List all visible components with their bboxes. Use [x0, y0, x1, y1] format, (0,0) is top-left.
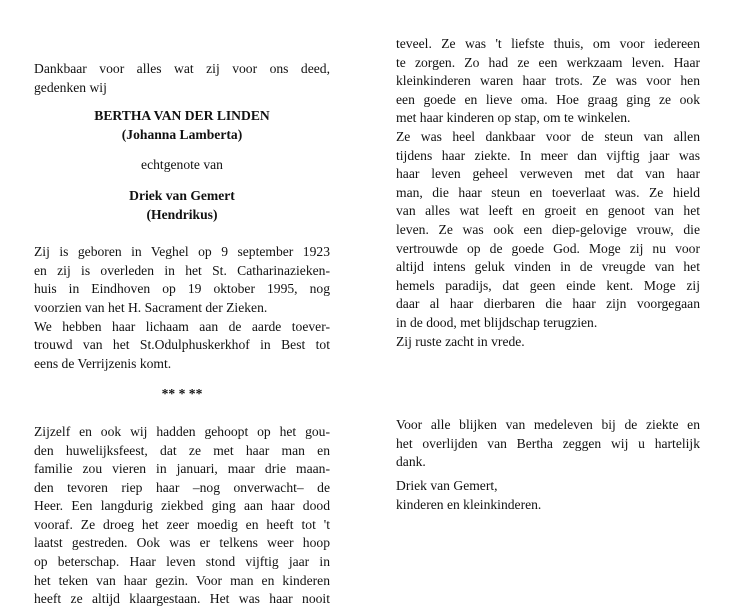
story-line: met haar kinderen op stap, om te winkelen. [396, 110, 631, 126]
right-column [396, 35, 700, 351]
story-line: teveel. Ze was 't liefste thuis, om voor iedereen [396, 36, 700, 51]
story-line: van alles wat leeft en groeit en genoot van het [396, 203, 700, 219]
story-line: altijd intens geluk vinden in de vreugde van het [396, 259, 700, 275]
story-line: man, die haar steun en toeverlaat was. Ze hield [396, 184, 700, 200]
biography [34, 243, 330, 373]
story-line: het teken van haar gezin. Voor man en kinderen [34, 572, 330, 588]
story-line: vooraf. Ze droeg het zeer moedig en heeft tot 't [34, 516, 330, 532]
story-line: een goede en lieve oma. Hoe graag ging ze ook [396, 91, 700, 107]
intro-line: gedenken wij [34, 79, 107, 95]
story-line: leven. Ze was ook een diep-gelovige vrouw, die [396, 221, 700, 237]
separator: ** * ** [161, 386, 203, 402]
bio-line: huis in Eindhoven op 19 oktober 1995, nog [34, 281, 330, 297]
thanks-line: het overlijden van Bertha zeggen wij u hartelijk [396, 435, 700, 451]
story-line: Ze was heel dankbaar voor de steun van allen [396, 128, 700, 144]
story-line: den huwelijksfeest, dat ze met haar man en [34, 442, 330, 458]
spouse-name: Driek van Gemert [129, 187, 235, 203]
story-line: tijdens haar ziekte. In meer dan vijftig jaar was [396, 147, 700, 163]
story-line: vertrouwde op de goede God. Moge zij nu voor [396, 240, 700, 256]
bio-line: We hebben haar lichaam aan de aarde toever- [34, 318, 330, 334]
story-line: kleinkinderen waren haar trots. Ze was voor hen [396, 73, 700, 89]
thanks-line: Voor alle blijken van medeleven bij de ziekte en [396, 417, 700, 432]
signature-line: Driek van Gemert, [396, 478, 498, 493]
deceased-given-names: (Johanna Lamberta) [121, 126, 243, 142]
bio-line: Zij is geboren in Veghel op 9 september 1923 [34, 244, 330, 260]
story-line: daar al haar dierbaren die haar zijn voorgegaan [396, 296, 700, 312]
intro [34, 60, 330, 97]
story-line: hemels paradijs, dat geen einde kent. Moge zij [396, 277, 700, 293]
story-line: Zijzelf en ook wij hadden gehoopt op het gou- [34, 423, 330, 439]
bio-line: eens de Verrijzenis komt. [34, 355, 172, 371]
story-line: te zorgen. Zo had ze een werkzaam leven. Haar [396, 54, 700, 70]
story-line: op beterschap. Haar leven stond vijftig jaar in [34, 554, 330, 570]
story-line: heeft ze altijd klaargestaan. Het was haar nooit [34, 591, 330, 607]
story-part-2 [396, 35, 700, 351]
spouse-given-names: (Hendrikus) [146, 206, 218, 222]
story-line: in de dood, met blijdschap terugzien. [396, 314, 598, 330]
left-column [34, 60, 330, 609]
story-part-1 [34, 423, 330, 609]
story-line: den tevoren riep haar –nog onverwacht– de [34, 479, 330, 495]
signature-block [396, 477, 700, 514]
bio-line: en zij is overleden in het St. Catharinazieken- [34, 262, 330, 278]
bio-line: trouwd van het St.Odulphuskerkhof in Best tot [34, 337, 330, 353]
story-line: Heer. Een langdurig ziekbed ging aan haar dood [34, 498, 330, 514]
spouse-label: echtgenote van [141, 157, 223, 173]
story-line: laatst gestreden. Ook was er telkens weer hoop [34, 535, 330, 551]
story-line: familie zou vieren in januari, maar drie maan- [34, 461, 330, 477]
thanks-block [396, 416, 700, 472]
thanks-line: dank. [396, 454, 426, 470]
intro-line: Dankbaar voor alles wat zij voor ons deed, [34, 61, 330, 76]
bio-line: voorzien van het H. Sacrament der Zieken. [34, 299, 268, 315]
story-line: Zij ruste zacht in vrede. [396, 333, 525, 349]
story-line: haar leven geheel verweven met dat van haar [396, 166, 700, 182]
deceased-name: BERTHA VAN DER LINDEN [94, 108, 270, 124]
signature-line: kinderen en kleinkinderen. [396, 496, 542, 512]
